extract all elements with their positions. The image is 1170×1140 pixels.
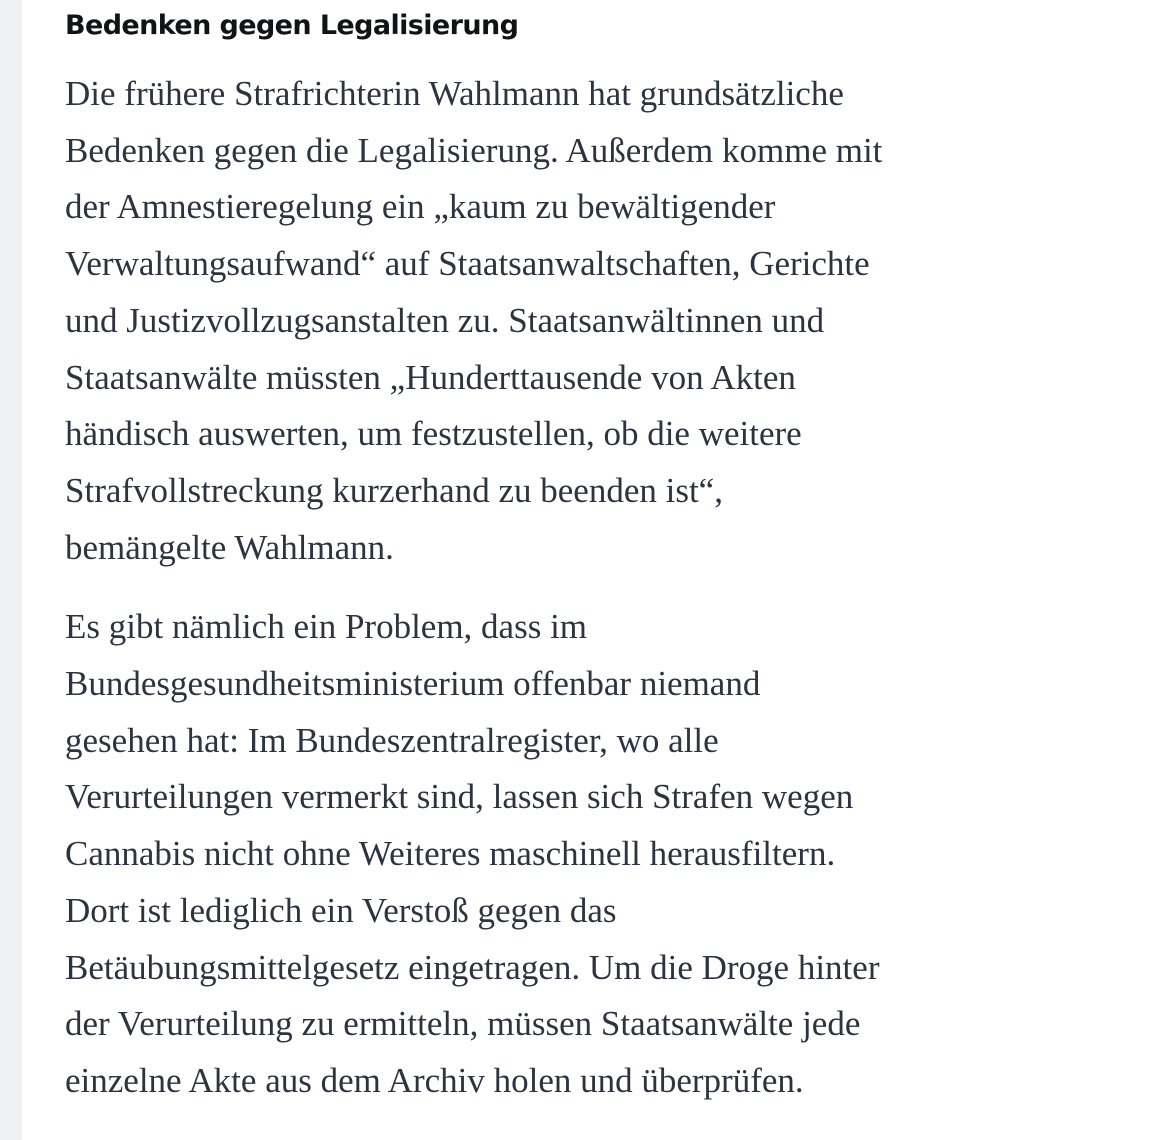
text-line: Dort ist lediglich ein Verstoß gegen das (65, 890, 617, 930)
text-line: und Justizvollzugsanstalten zu. Staatsanwältinnen und (65, 300, 825, 340)
text-line: Die frühere Strafrichterin Wahlmann hat grundsätzliche (65, 74, 844, 113)
text-line: Strafvollstreckung kurzerhand zu beenden ist“, (65, 470, 723, 510)
left-margin-stripe (0, 0, 22, 1140)
text-line: einzelne Akte aus dem Archiv holen und überprüfen. (65, 1060, 804, 1100)
text-line: Betäubungsmittelgesetz eingetragen. Um die Droge hinter (65, 947, 880, 987)
text-line: Verwaltungsaufwand“ auf Staatsanwaltschaften, Gerichte (65, 244, 870, 284)
paragraph-1 (65, 66, 1065, 576)
text-line: der Verurteilung zu ermitteln, müssen Staatsanwälte jede (65, 1004, 861, 1044)
text-line: händisch auswerten, um festzustellen, ob die weitere (65, 414, 802, 454)
text-line: Bundesgesundheitsministerium offenbar niemand (65, 664, 761, 704)
article-section (65, 6, 1065, 1133)
text-line: bemängelte Wahlmann. (65, 527, 394, 567)
text-line: Staatsanwälte müssten „Hunderttausende von Akten (65, 357, 796, 397)
text-line: Es gibt nämlich ein Problem, dass im (65, 607, 588, 647)
section-heading: Bedenken gegen Legalisierung (65, 10, 519, 41)
text-line: der Amnestieregelung ein „kaum zu bewältigender (65, 187, 776, 227)
text-line: Bedenken gegen die Legalisierung. Außerdem komme mit (65, 130, 883, 170)
text-line: gesehen hat: Im Bundeszentralregister, wo alle (65, 720, 719, 760)
text-line: Cannabis nicht ohne Weiteres maschinell herausfiltern. (65, 834, 836, 874)
text-line: Verurteilungen vermerkt sind, lassen sich Strafen wegen (65, 777, 854, 817)
paragraph-2 (65, 599, 1065, 1109)
